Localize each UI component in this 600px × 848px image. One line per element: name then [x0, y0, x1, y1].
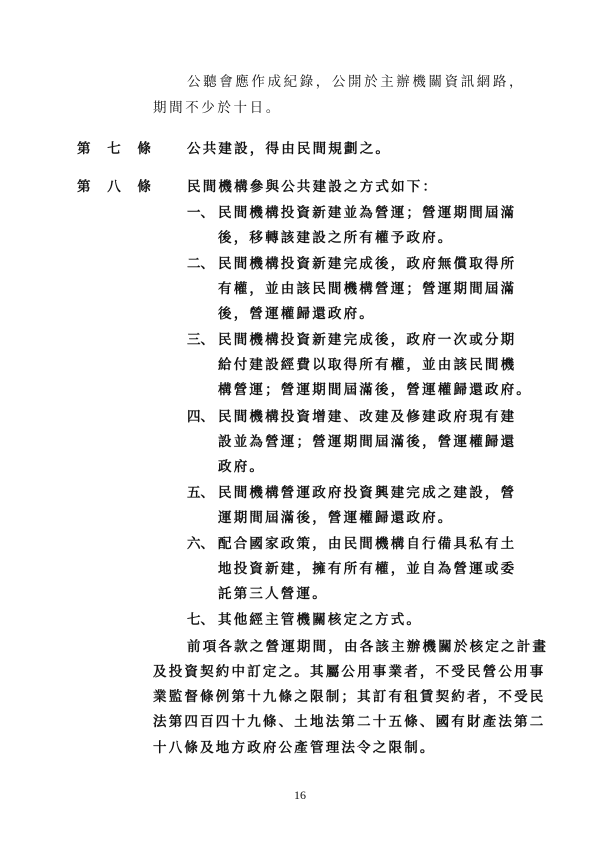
item-3-line-3: 構營運；營運期間屆滿後，營運權歸還政府。 — [218, 382, 532, 398]
item-7-line-1: 其他經主管機關核定之方式。 — [218, 612, 423, 628]
para-line-4: 法第四百四十九條、土地法第二十五條、國有財產法第二 — [153, 714, 546, 730]
item-1-line-2: 後，移轉該建設之所有權予政府。 — [218, 230, 454, 246]
para-line-1: 前項各款之營運期間，由各該主辦機關於核定之計畫 — [187, 639, 549, 655]
item-4-number: 四、 — [187, 409, 214, 425]
item-4-line-1: 民間機構投資增建、改建及修建政府現有建 — [218, 409, 517, 425]
item-4-line-2: 設並為營運；營運期間屆滿後，營運權歸還 — [218, 434, 517, 450]
item-2-line-2: 有權，並由該民間機構營運；營運期間屆滿 — [218, 281, 517, 297]
item-3-line-2: 給付建設經費以取得所有權，並由該民間機 — [218, 357, 517, 373]
article-7-label: 第 七 條 — [77, 141, 157, 157]
item-6-line-1: 配合國家政策，由民間機構自行備具私有土 — [218, 536, 517, 552]
item-2-line-3: 後，營運權歸還政府。 — [218, 306, 375, 322]
intro-line-2: 期間不少於十日。 — [153, 100, 282, 116]
para-line-5: 十八條及地方政府公產管理法令之限制。 — [153, 740, 436, 756]
item-5-line-2: 運期間屆滿後，營運權歸還政府。 — [218, 510, 454, 526]
item-6-line-2: 地投資新建，擁有所有權，並自為營運或委 — [218, 561, 517, 577]
para-line-2: 及投資契約中訂定之。其屬公用事業者，不受民營公用事 — [153, 664, 546, 680]
item-3-line-1: 民間機構投資新建完成後，政府一次或分期 — [218, 332, 517, 348]
item-6-line-3: 託第三人營運。 — [218, 586, 328, 602]
item-3-number: 三、 — [187, 332, 214, 348]
item-5-line-1: 民間機構營運政府投資興建完成之建設，營 — [218, 485, 517, 501]
item-1-number: 一、 — [187, 205, 214, 221]
item-2-number: 二、 — [187, 256, 214, 272]
article-8-label: 第 八 條 — [77, 179, 157, 195]
item-4-line-3: 政府。 — [218, 459, 266, 475]
para-line-3: 業監督條例第十九條之限制；其訂有租賃契約者，不受民 — [153, 689, 546, 705]
item-6-number: 六、 — [187, 536, 214, 552]
article-8-lead: 民間機構參與公共建設之方式如下： — [187, 179, 439, 195]
page-number: 16 — [294, 788, 306, 802]
intro-line-1: 公聽會應作成紀錄，公開於主辦機關資訊網路， — [187, 74, 526, 90]
item-1-line-1: 民間機構投資新建並為營運；營運期間屆滿 — [218, 205, 517, 221]
article-7-text: 公共建設，得由民間規劃之。 — [187, 141, 392, 157]
item-2-line-1: 民間機構投資新建完成後，政府無償取得所 — [218, 256, 517, 272]
item-5-number: 五、 — [187, 485, 214, 501]
item-7-number: 七、 — [187, 612, 214, 628]
